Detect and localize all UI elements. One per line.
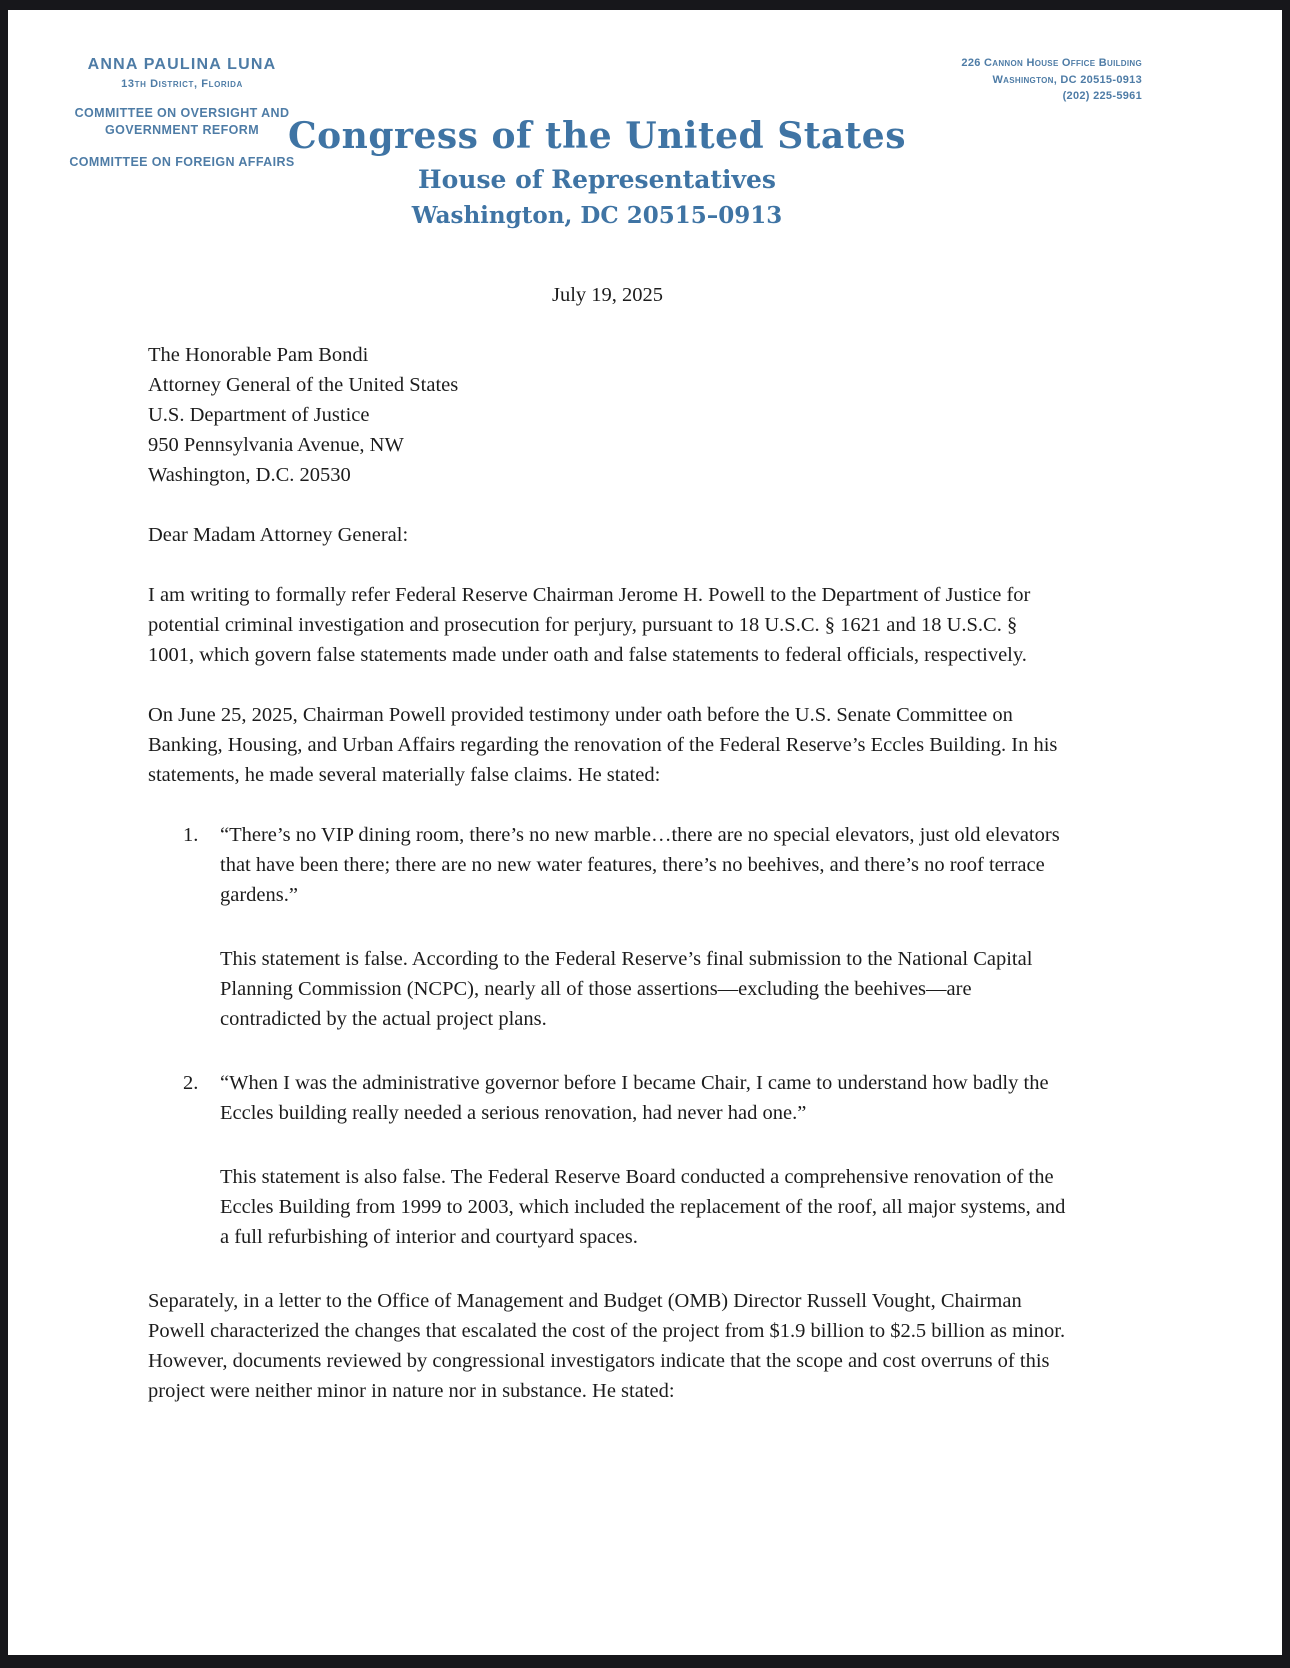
list-number-1: 1. [183,824,199,846]
recipient-street: 950 Pennsylvania Avenue, NW [148,434,404,456]
recipient-title: Attorney General of the United States [148,374,459,396]
letterhead [8,10,1282,254]
paragraph-referral: I am writing to formally refer Federal Reserve Chairman Jerome H. Powell to the Department of Justice for potential criminal investigation and prosecution for perjury, pursuant to 18 U.S.C. § 1621 and 18 U.S.C. § 1001, which govern false statements made under oath and false statements to federal officials, respectively. [148,584,1031,666]
office-phone: (202) 225-5961 [1062,90,1142,102]
letterhead-house-line: House of Representatives [418,164,776,194]
committee-oversight: COMMITTEE ON OVERSIGHT AND GOVERNMENT REFORM [74,106,290,137]
paragraph-omb-letter: Separately, in a letter to the Office of Management and Budget (OMB) Director Russell Vought, Chairman Powell characterized the changes that escalated the cost of the project from $1.9 billion to $2.5 billion as minor. However, documents reviewed by congressional investigators indicate that the scope and cost overruns of this project were neither minor in nature nor in substance. He stated: [148,1290,1066,1402]
recipient-city: Washington, D.C. 20530 [148,464,351,486]
quote-text-1: “There’s no VIP dining room, there’s no new marble…there are no special elevators, just old elevators that have been there; there are no new water features, there’s no beehives, and there’s no roof terrace gardens.” [220,824,1060,906]
list-number-2: 2. [183,1072,199,1094]
letterhead-seal-title [198,115,996,229]
recipient-department: U.S. Department of Justice [148,404,370,426]
letter-body [8,280,1282,1406]
rebuttal-1: This statement is false. According to the Federal Reserve’s final submission to the National Capital Planning Commission (NCPC), nearly all of those assertions—excluding the beehives—are contradicted by the actual project plans. [220,948,1033,1030]
recipient-address-block [148,340,1067,490]
quote-text-2: “When I was the administrative governor before I became Chair, I came to understand how badly the Eccles building really needed a serious renovation, had never had one.” [220,1072,1049,1124]
office-address-line: 226 Cannon House Office Building [961,57,1142,69]
letterhead-congress-line: Congress of the United States [288,115,906,157]
salutation: Dear Madam Attorney General: [148,524,409,546]
member-name: ANNA PAULINA LUNA [87,56,277,73]
letter-date: July 19, 2025 [551,284,664,306]
quoted-statement-1 [183,820,1067,910]
letter-page [8,10,1282,1655]
member-district: 13th District, Florida [121,78,243,90]
letterhead-washington-line: Washington, DC 20515–0913 [411,201,783,229]
paragraph-testimony: On June 25, 2025, Chairman Powell provided testimony under oath before the U.S. Senate Committee on Banking, Housing, and Urban Affairs regarding the renovation of the Federal Reserve’s Eccles Building. In his statements, he made several materially false claims. He stated: [148,704,1058,786]
recipient-name: The Honorable Pam Bondi [148,344,369,366]
committee-foreign-affairs: COMMITTEE ON FOREIGN AFFAIRS [69,154,295,169]
quoted-statement-2 [183,1068,1067,1128]
rebuttal-2: This statement is also false. The Federal Reserve Board conducted a comprehensive renovation of the Eccles Building from 1999 to 2003, which included the replacement of the roof, all major systems, and a full refurbishing of interior and courtyard spaces. [220,1166,1066,1248]
letterhead-office-block [961,55,1142,105]
office-city-line: Washington, DC 20515-0913 [992,73,1142,86]
